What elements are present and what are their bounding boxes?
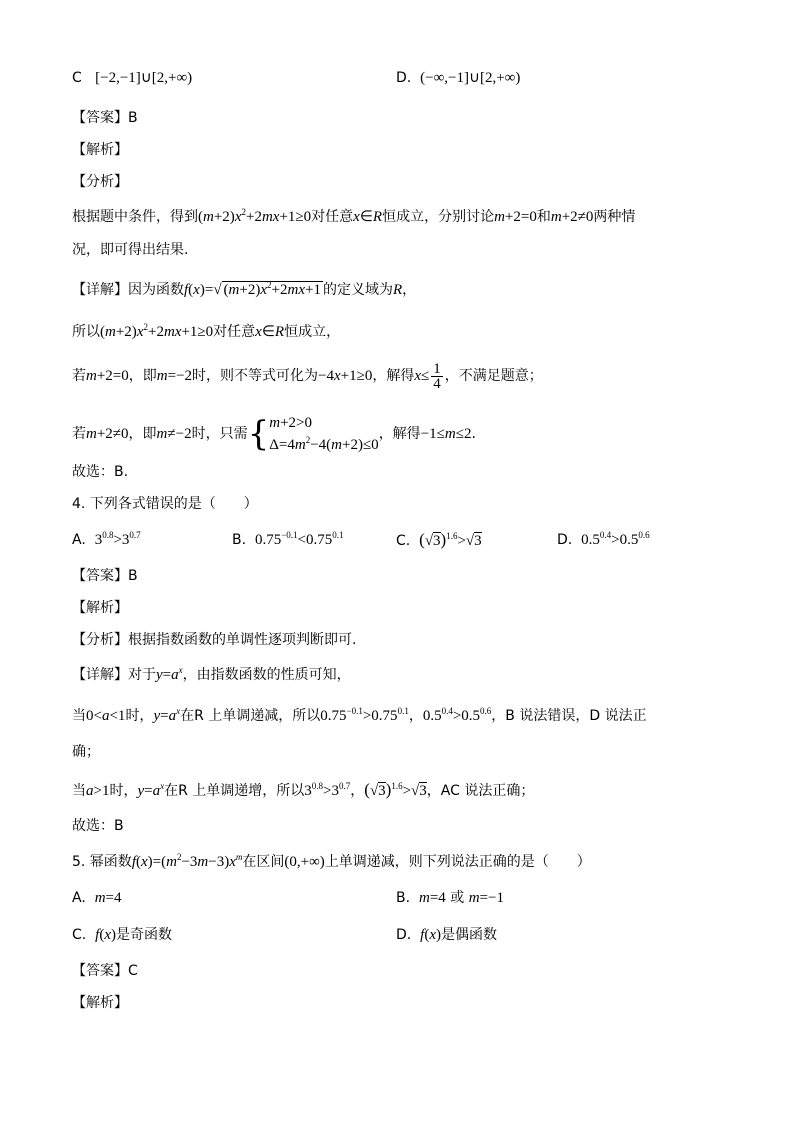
- q3-fenxi-line2: 况，即可得出结果.: [72, 242, 189, 258]
- math: $0.5^{0.4}>0.5^{0.6}$: [581, 530, 650, 548]
- q4-xiangjie-line4: [72, 780, 534, 801]
- q3-fenxi-line1: [72, 207, 635, 227]
- option-label: A.: [72, 890, 86, 906]
- text: 当: [72, 783, 86, 799]
- q4-guxuan: 故选：B: [72, 818, 124, 834]
- answer-tag: 【答案】: [72, 568, 128, 584]
- fenxi-tag: 【分析】: [72, 632, 128, 648]
- math: m+2=0: [86, 367, 129, 384]
- q3-xiangjie-line3: [72, 362, 543, 391]
- text: 两种情: [593, 209, 636, 225]
- text: 5. 幂函数: [72, 854, 132, 870]
- q3-option-d: [396, 68, 520, 88]
- text: 对任意: [311, 209, 354, 225]
- text: ，解得: [372, 367, 415, 384]
- option-label: D.: [396, 927, 412, 943]
- math: m+2≠0: [550, 209, 594, 225]
- math: $(√3)^{1.6}>√3$: [419, 530, 482, 549]
- text: 在R 上单调递增，所以: [164, 783, 305, 799]
- text: .: [471, 426, 476, 442]
- option-label: C.: [396, 533, 411, 549]
- answer-tag: 【答案】: [72, 110, 128, 126]
- q4-option-a: [72, 530, 141, 550]
- q5-option-a: [72, 888, 122, 908]
- q4-stem: 4. 下列各式错误的是（ ）: [72, 496, 258, 512]
- text: 在区间: [242, 854, 285, 870]
- math: m+2=0: [494, 209, 537, 225]
- text: 在R 上单调递减，所以: [180, 708, 321, 724]
- math: m=−1: [468, 890, 504, 906]
- xiangjie-tag: 【详解】: [72, 667, 128, 683]
- q3-option-d-label: D.: [396, 70, 412, 86]
- option-label: C.: [72, 927, 87, 943]
- q4-option-b: [232, 530, 344, 550]
- text: 恒成立，: [284, 324, 341, 340]
- q3-option-c-math: [−2,−1]∪[2,+∞): [95, 70, 193, 86]
- text: ，解得: [378, 426, 421, 442]
- text: 当: [72, 708, 86, 724]
- text: ，即: [128, 367, 157, 384]
- math: m=4: [94, 890, 122, 906]
- math: 0<a<1: [86, 708, 126, 724]
- text: 是奇函数: [115, 927, 172, 943]
- answer-tag: 【答案】: [72, 963, 128, 979]
- answer-value: B: [128, 110, 138, 126]
- option-label: A.: [72, 532, 86, 548]
- math: $3^{0.8}>3^{0.7}$: [304, 781, 351, 799]
- text: 的定义域为: [322, 282, 393, 298]
- text: ，: [408, 708, 423, 724]
- text: 时，: [109, 783, 138, 799]
- text: 若: [72, 426, 86, 442]
- q3-fenxi-tag: 【分析】: [72, 174, 128, 190]
- q3-xiangjie-line4: [72, 412, 476, 456]
- xiangjie-tag: 【详解】: [72, 282, 128, 298]
- q3-jiexi-tag: 【解析】: [72, 142, 128, 158]
- text: 根据题中条件，得到: [72, 209, 198, 225]
- math: x∈R: [353, 209, 383, 225]
- q4-xiangjie-line1: [72, 665, 351, 685]
- text: 恒成立，分别讨论: [382, 209, 495, 225]
- text: ，: [402, 282, 417, 298]
- text: ，由指数函数的性质可知，: [182, 667, 351, 683]
- math: (0,+∞): [284, 854, 325, 870]
- q5-option-c: [72, 925, 172, 945]
- q5-answer: [72, 961, 138, 981]
- q3-option-c-label: C: [72, 70, 82, 86]
- math: a>1: [86, 783, 110, 799]
- option-label: B.: [396, 890, 411, 906]
- q4-xiangjie-line2: [72, 706, 647, 726]
- q4-jiexi-tag: 【解析】: [72, 600, 128, 616]
- q4-xiangjie-line3: 确；: [72, 744, 100, 760]
- answer-value: B: [128, 568, 138, 584]
- math: x≤ $\frac{1}{4}$: [414, 361, 441, 392]
- q5-stem: [72, 852, 591, 872]
- math: $y=a^x$: [156, 665, 183, 683]
- text: 对于: [128, 667, 156, 683]
- text: ，即: [128, 426, 157, 442]
- text: 因为函数: [128, 282, 184, 298]
- q3-guxuan: 故选：B.: [72, 464, 129, 480]
- q3-option-c: [72, 68, 192, 88]
- math: m+2≠0: [86, 426, 129, 442]
- q3-option-d-math: (−∞,−1]∪[2,+∞): [420, 70, 521, 86]
- text: 所以: [72, 324, 100, 340]
- text: 是偶函数: [440, 927, 497, 943]
- fraction: $\frac{1}{4}$: [433, 361, 441, 392]
- math: f(x)=√ $(m+2)x^2+2mx+1$: [184, 280, 321, 298]
- math: $0.75^{-0.1}>0.75^{0.1}$: [320, 706, 409, 724]
- option-label: B.: [232, 532, 247, 548]
- text: 根据指数函数的单调性逐项判断即可.: [128, 632, 357, 648]
- math: −1≤m≤2: [420, 426, 472, 442]
- left-brace: {: [247, 414, 270, 454]
- q5-jiexi-tag: 【解析】: [72, 995, 128, 1011]
- math: $0.5^{0.4}>0.5^{0.6}$: [422, 706, 492, 724]
- math: x∈R: [255, 324, 285, 340]
- q4-option-c: [396, 530, 482, 551]
- q3-xiangjie-line1: [72, 280, 416, 300]
- math: m≠−2: [156, 426, 192, 442]
- q4-option-d: [557, 530, 650, 550]
- inequality-system: m+2>0 $\Delta=4m^2-4(m+2)\le 0$: [269, 415, 379, 453]
- math: $(m+2)x^2+2mx+1\ge 0$: [100, 322, 214, 340]
- text: 或: [450, 890, 465, 906]
- math: f(x): [420, 927, 441, 943]
- q5-option-b: [396, 888, 504, 908]
- q4-fenxi: [72, 630, 356, 650]
- math: −4x+1≥0: [318, 367, 373, 384]
- text: 若: [72, 367, 86, 384]
- math: $y=a^x$: [137, 781, 165, 799]
- text: ，不满足题意；: [444, 367, 543, 384]
- text: 上单调递减，则下列说法正确的是（ ）: [324, 854, 591, 870]
- text: ，B 说法错误，D 说法正: [491, 708, 647, 724]
- math: $(√3)^{1.6}>√3$: [364, 780, 427, 799]
- math: $y=a^x$: [153, 706, 181, 724]
- text: 时，则不等式可化为: [192, 367, 319, 384]
- text: 对任意: [213, 324, 256, 340]
- answer-value: C: [128, 963, 138, 979]
- text: 和: [536, 209, 551, 225]
- math: m=−2: [156, 367, 193, 384]
- math: m=4: [418, 890, 446, 906]
- math: $(m+2)x^2+2mx+1\ge 0$: [198, 207, 312, 225]
- math: $f(x)=(m^2-3m-3)x^m$: [131, 852, 243, 870]
- math: $3^{0.8}>3^{0.7}$: [94, 530, 141, 548]
- q3-answer: [72, 108, 138, 128]
- option-label: D.: [557, 532, 573, 548]
- math: $0.75^{-0.1}<0.75^{0.1}$: [254, 530, 344, 548]
- math: f(x): [95, 927, 116, 943]
- text: ，: [350, 783, 365, 799]
- text: 时，: [125, 708, 154, 724]
- q5-option-d: [396, 925, 497, 945]
- text: 时，只需: [191, 426, 248, 442]
- q4-answer: [72, 566, 138, 586]
- math: R: [392, 282, 403, 298]
- text: ，AC 说法正确；: [426, 783, 535, 799]
- q3-xiangjie-line2: [72, 322, 340, 342]
